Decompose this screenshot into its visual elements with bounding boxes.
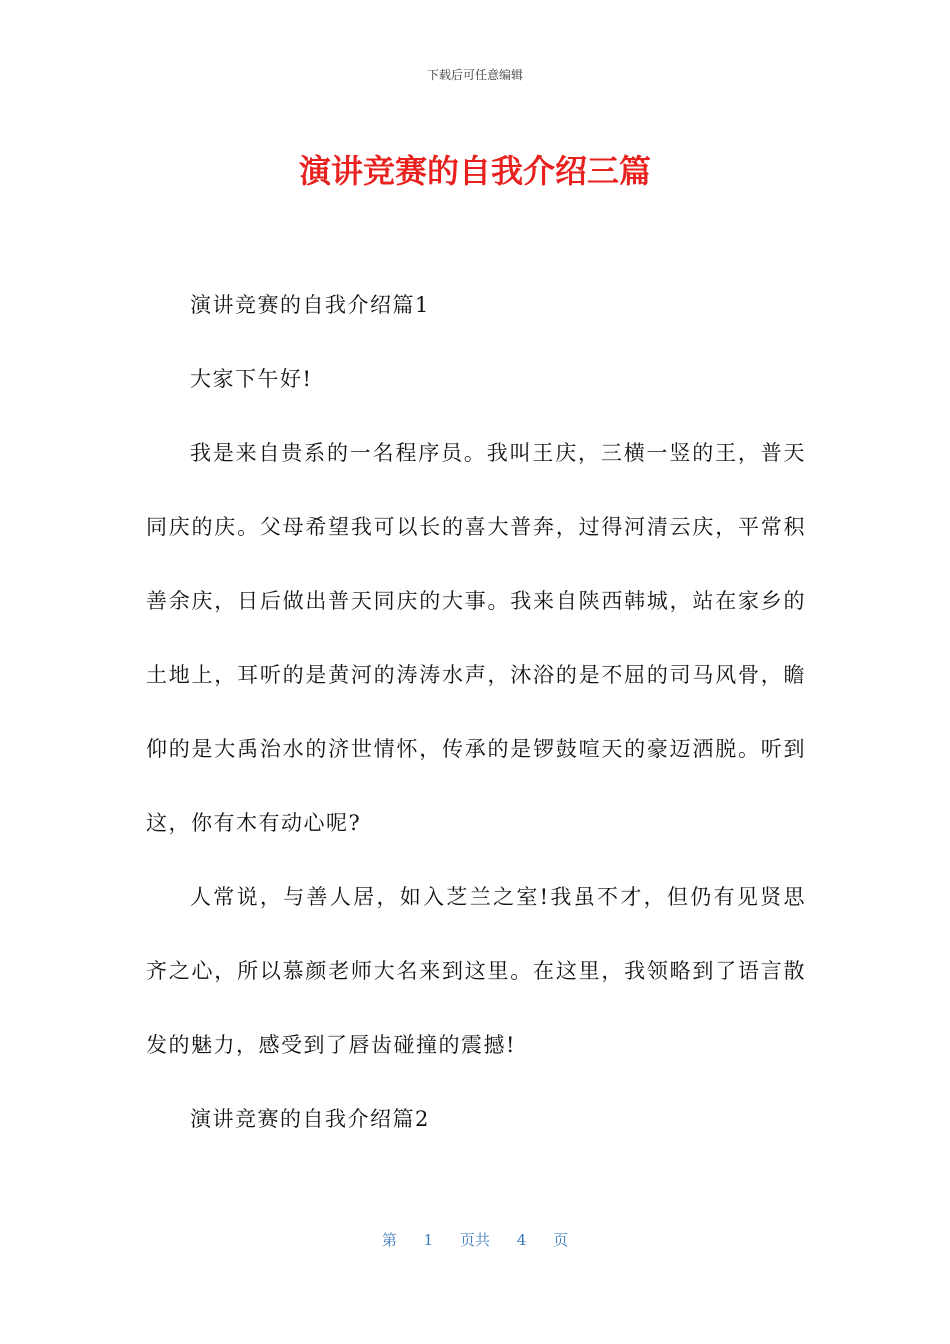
document-title: 演讲竞赛的自我介绍三篇 xyxy=(298,152,651,190)
page-footer xyxy=(0,1229,950,1250)
section-heading-1: 演讲竞赛的自我介绍篇1 xyxy=(190,293,430,317)
footer-prefix: 第 xyxy=(381,1231,397,1249)
section-heading-2: 演讲竞赛的自我介绍篇2 xyxy=(190,1107,430,1131)
footer-current-page: 1 xyxy=(423,1231,434,1249)
greeting-paragraph: 大家下午好! xyxy=(190,367,313,391)
document-body xyxy=(146,268,806,1156)
reason-paragraph: 人常说，与善人居，如入芝兰之室!我虽不才，但仍有见贤思齐之心，所以慕颜老师大名来到这里。在这里，我领略到了语言散发的魅力，感受到了唇齿碰撞的震撼! xyxy=(146,885,806,1057)
footer-suffix: 页 xyxy=(553,1231,569,1249)
header-note: 下载后可任意编辑 xyxy=(426,68,523,82)
footer-middle: 页共 xyxy=(459,1231,490,1249)
footer-total-pages: 4 xyxy=(516,1231,527,1249)
intro-paragraph: 我是来自贵系的一名程序员。我叫王庆，三横一竖的王，普天同庆的庆。父母希望我可以长的喜大普奔，过得河清云庆，平常积善余庆，日后做出普天同庆的大事。我来自陕西韩城，站在家乡的土地上，耳听的是黄河的涛涛水声，沐浴的是不屈的司马风骨，瞻仰的是大禹治水的济世情怀，传承的是锣鼓喧天的豪迈洒脱。听到这，你有木有动心呢? xyxy=(146,441,806,835)
